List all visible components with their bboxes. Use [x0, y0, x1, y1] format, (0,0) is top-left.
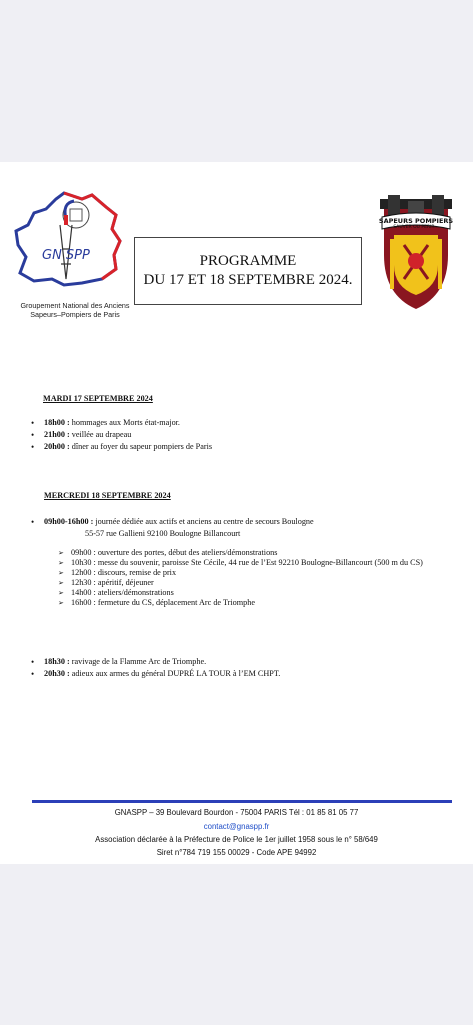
schedule-item: ➢ 12h30 : apéritif, déjeuner — [58, 578, 154, 587]
schedule-item: ➢ 14h00 : ateliers/démonstrations — [58, 588, 174, 597]
day2-evening-list — [31, 656, 451, 680]
svg-text:SAUVER OU PERIR...: SAUVER OU PERIR... — [393, 225, 439, 230]
schedule-item: ➢ 16h00 : fermeture du CS, déplacement Arc de Triomphe — [58, 598, 255, 607]
arrow-icon: ➢ — [58, 559, 64, 567]
logo-text: GN SPP — [42, 248, 90, 263]
arrow-icon: ➢ — [58, 549, 64, 557]
sapeurs-pompiers-crest — [378, 195, 454, 312]
footer-association: Association déclarée à la Préfecture de Police le 1er juillet 1958 sous le n° 58/649 — [95, 835, 378, 844]
org-name-line2: Sapeurs–Pompiers de Paris — [30, 310, 120, 319]
schedule-item: ➢ 10h30 : messe du souvenir, paroisse Ste Cécile, 44 rue de l’Est 92210 Boulogne-Billancourt (500 m du CS) — [58, 558, 423, 567]
list-item: • 20h30 : adieux aux armes du général DUPRÉ LA TOUR à l’EM CHPT. — [31, 668, 451, 680]
title-line2: DU 17 ET 18 SEPTEMBRE 2024. — [143, 272, 353, 288]
program-title-box — [134, 237, 362, 305]
footer-address: GNASPP – 39 Boulevard Bourdon - 75004 PARIS Tél : 01 85 81 05 77 — [114, 808, 359, 817]
footer-siret: Siret n°784 719 155 00029 - Code APE 94992 — [156, 848, 317, 857]
day2-main-list — [31, 516, 431, 540]
schedule-item: ➢ 09h00 : ouverture des portes, début des ateliers/démonstrations — [58, 548, 278, 557]
day1-heading: MARDI 17 SEPTEMBRE 2024 — [43, 394, 153, 403]
main-item-address: 55-57 rue Gallieni 92100 Boulogne Billancourt — [85, 529, 241, 538]
org-name-line1: Groupement National des Anciens — [20, 301, 130, 310]
schedule-item: ➢ 12h00 : discours, remise de prix — [58, 568, 177, 577]
footer-email-link[interactable]: contact@gnaspp.fr — [203, 822, 270, 831]
list-item: • 21h00 : veillée au drapeau — [31, 429, 212, 441]
footer-divider — [32, 800, 452, 803]
gnaspp-logo — [12, 189, 124, 289]
list-item: • 18h00 : hommages aux Morts état-major. — [31, 417, 212, 429]
day1-list — [31, 417, 212, 453]
document-page — [0, 162, 473, 864]
org-name — [0, 301, 150, 319]
arrow-icon: ➢ — [58, 589, 64, 597]
title-line1: PROGRAMME — [199, 253, 297, 269]
arrow-icon: ➢ — [58, 599, 64, 607]
svg-text:SAPEURS POMPIERS: SAPEURS POMPIERS — [378, 217, 454, 225]
list-item: • 18h30 : ravivage de la Flamme Arc de Triomphe. — [31, 656, 451, 668]
arrow-icon: ➢ — [58, 569, 64, 577]
day2-schedule — [58, 548, 448, 608]
arrow-icon: ➢ — [58, 579, 64, 587]
day2-heading: MERCREDI 18 SEPTEMBRE 2024 — [44, 491, 171, 500]
list-item: • 09h00-16h00 : journée dédiée aux actifs et anciens au centre de secours Boulogne 55-57 rue Gallieni 92100 Boulogne Billancourt — [31, 516, 431, 540]
list-item: • 20h00 : dîner au foyer du sapeur pompiers de Paris — [31, 441, 212, 453]
